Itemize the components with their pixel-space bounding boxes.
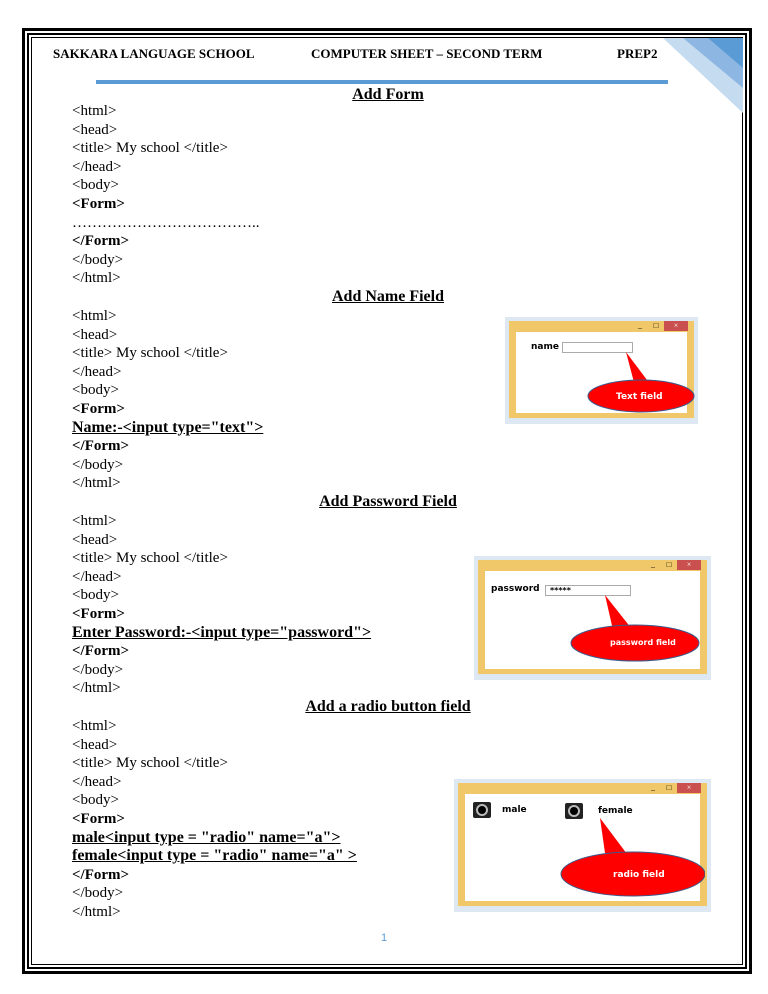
radio-field-screenshot: _ □ × male female radio field [454,779,711,912]
code-line: <html> [72,308,117,324]
name-label: name [531,342,559,352]
code-line: <title> My school </title> [72,345,228,362]
code-line: <Form> [72,605,125,622]
male-label: male [502,805,527,815]
code-line: <head> [72,531,118,548]
code-line: </Form> [72,643,130,660]
code-line: Enter Password:-<input type="password"> [72,623,372,641]
code-line: </Form> [72,233,130,250]
code-line: <Form> [72,810,125,827]
code-line: ……………………………….. [72,214,260,231]
code-line: </body> [72,251,124,268]
code-line: </html> [72,680,121,697]
code-line: <html> [72,718,117,734]
code-block-name [72,307,263,493]
code-line: <head> [72,736,118,753]
code-line: male<input type = "radio" name="a"> [72,828,341,846]
code-line: <title> My school </title> [72,755,228,772]
code-line: <head> [72,121,118,138]
code-line: </head> [72,158,122,175]
code-line: <Form> [72,195,125,212]
code-line: <head> [72,326,118,343]
code-line: </html> [72,903,121,920]
female-label: female [598,806,633,816]
code-line: </head> [72,363,122,380]
code-block-password [72,512,371,698]
code-line: </Form> [72,866,130,883]
callout-text: radio field [613,870,665,880]
school-name: SAKKARA LANGUAGE SCHOOL [53,46,255,61]
code-line: </Form> [72,438,130,455]
radio-icon-male [473,802,491,818]
section-title-radio: Add a radio button field [305,698,471,715]
section-title-name: Add Name Field [332,288,444,305]
code-line: </body> [72,885,124,902]
password-label: password [491,584,540,594]
radio-icon-female [565,803,583,819]
callout-bubble [576,352,696,414]
callout-text: Text field [616,392,663,402]
code-line: <body> [72,587,119,604]
code-line: <html> [72,513,117,529]
password-field-screenshot: _ □ × password ***** password field [474,556,711,680]
code-line: <title> My school </title> [72,550,228,567]
grade: PREP2 [617,46,658,61]
header-rule [96,80,668,84]
page-number: 1 [380,932,388,944]
password-input-sample: ***** [545,585,631,596]
code-line: <Form> [72,400,125,417]
callout-bubble [555,818,705,908]
callout-bubble [565,595,705,670]
code-block-radio [72,717,357,922]
code-line: </html> [72,475,121,492]
code-block-form [72,102,260,288]
code-line: <html> [72,103,117,119]
code-line: <title> My school </title> [72,140,228,157]
code-line: <body> [72,382,119,399]
code-line: female<input type = "radio" name="a" > [72,847,357,865]
code-line: </body> [72,456,124,473]
code-line: </html> [72,270,121,287]
code-line: <body> [72,792,119,809]
sheet-title: COMPUTER SHEET – SECOND TERM [311,46,543,61]
code-line: </body> [72,661,124,678]
section-title-password: Add Password Field [319,493,457,510]
code-line: </head> [72,773,122,790]
name-field-screenshot: _ □ × name Text field [505,317,698,424]
code-line: <body> [72,177,119,194]
section-title-form: Add Form [352,86,424,103]
callout-text: password field [610,638,676,647]
code-line: </head> [72,568,122,585]
code-line: Name:-<input type="text"> [72,418,264,436]
